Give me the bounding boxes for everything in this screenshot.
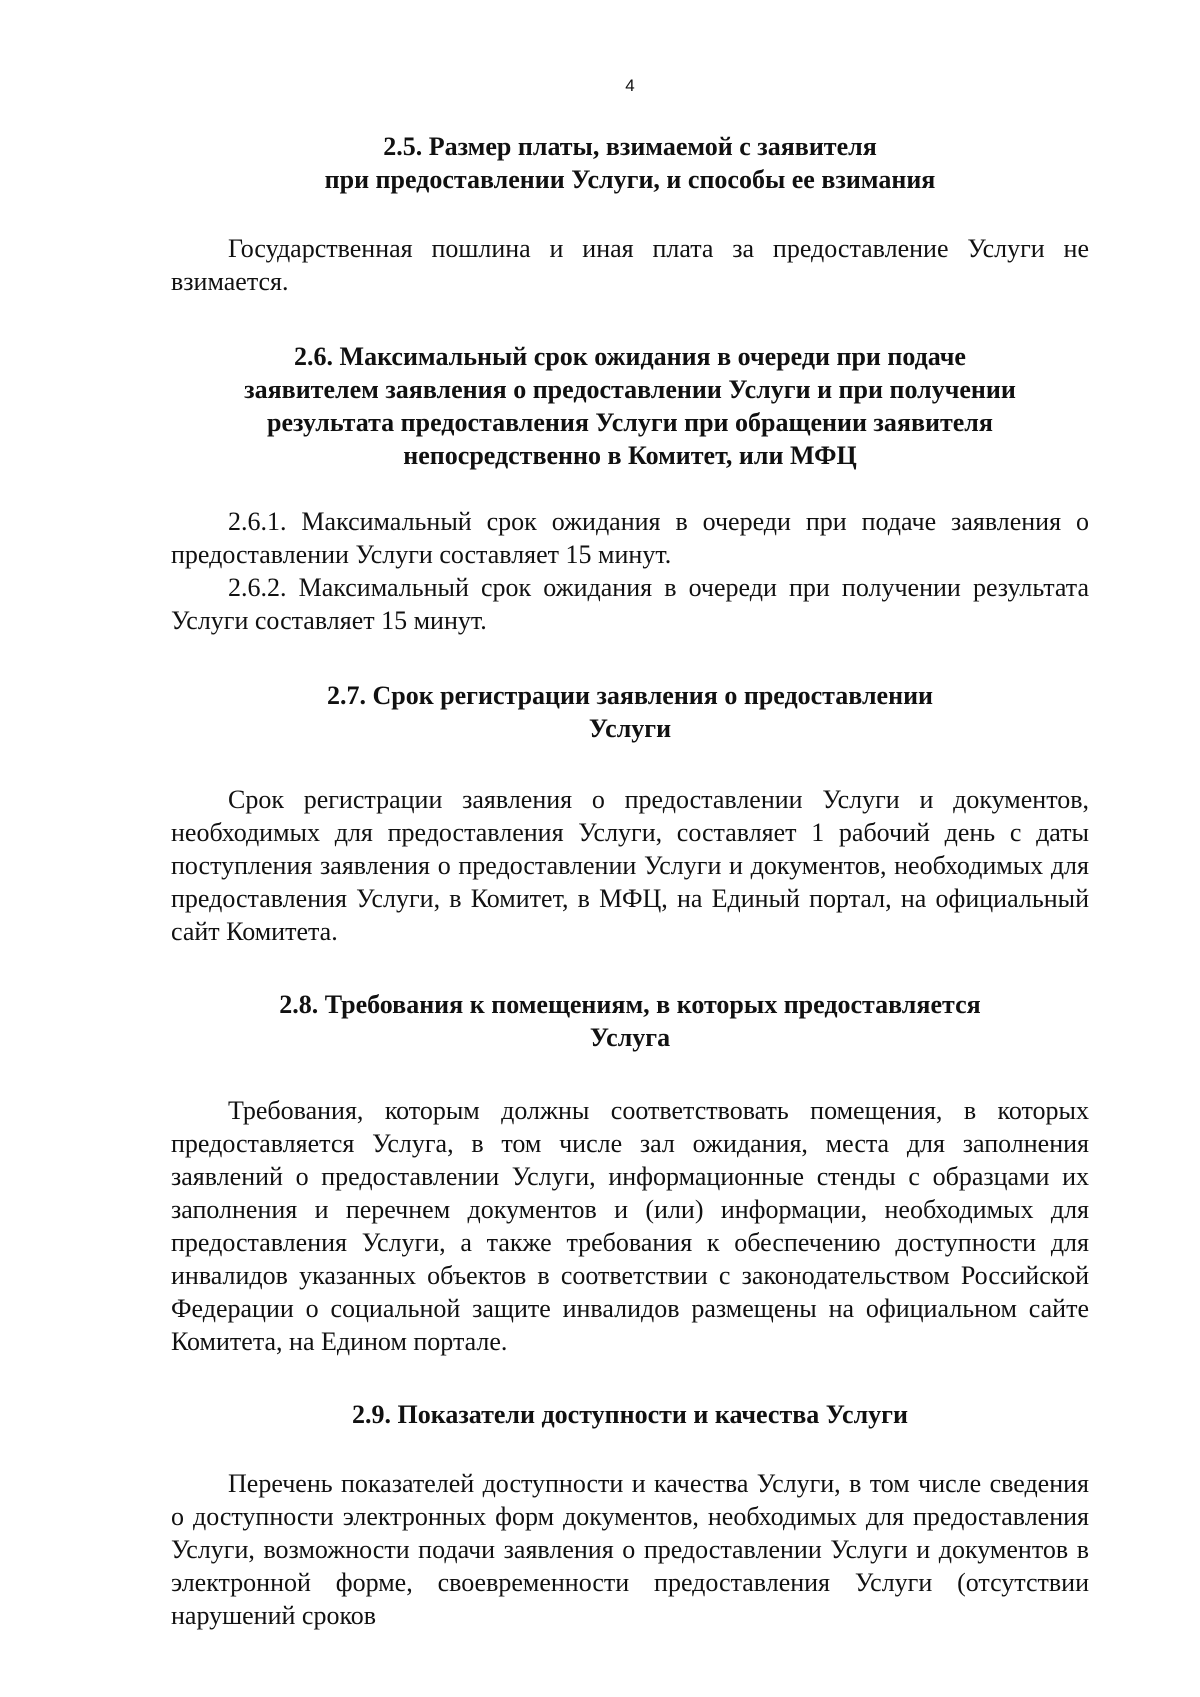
section-2-9-heading: 2.9. Показатели доступности и качества Услуги [352,1400,908,1429]
section-2-6-heading [171,340,1089,472]
heading-line: 2.5. Размер платы, взимаемой с заявителя [383,132,877,161]
heading-line: 2.7. Срок регистрации заявления о предоставлении [326,681,934,710]
section-2-7-heading [171,679,1089,745]
section-2-9-paragraph: Перечень показателей доступности и качества Услуги, в том числе сведения о доступности электронных форм документов, необходимых для предоставления Услуги, возможности подачи заявления о предоставлении Услуги и документов в электронной форме, своевременности предоставления Услуги (отсутствии нарушений сроков [171,1469,1089,1630]
section-2-6-1-paragraph: 2.6.1. Максимальный срок ожидания в очереди при подаче заявления о предоставлении Услуги составляет 15 минут. [171,507,1089,569]
heading-line: 2.8. Требования к помещениям, в которых предоставляется [279,990,981,1019]
heading-line: непосредственно в Комитет, или МФЦ [403,441,857,470]
heading-line: Услуги [588,714,672,743]
section-2-7-paragraph: Срок регистрации заявления о предоставлении Услуги и документов, необходимых для предоставления Услуги, составляет 1 рабочий день с даты поступления заявления о предоставлении Услуги и документов, необходимых для предоставления Услуги, в Комитет, в МФЦ, на Единый портал, на официальный сайт Комитета. [171,785,1089,946]
page-number: 4 [625,76,635,95]
section-2-5-paragraph: Государственная пошлина и иная плата за предоставление Услуги не взимается. [171,234,1089,296]
section-2-8-heading [171,988,1089,1054]
heading-line: при предоставлении Услуги, и способы ее взимания [324,165,936,194]
heading-line: заявителем заявления о предоставлении Услуги и при получении [244,375,1016,404]
section-2-5-heading [171,130,1089,196]
document-content [171,130,1089,1632]
section-2-8-paragraph: Требования, которым должны соответствовать помещения, в которых предоставляется Услуга, в том числе зал ожидания, места для заполнения заявлений о предоставлении Услуги, информационные стенды с образцами их заполнения и перечнем документов и (или) информации, необходимых для предоставления Услуги, а также требования к обеспечению доступности для инвалидов указанных объектов в соответствии с законодательством Российской Федерации о социальной защите инвалидов размещены на официальном сайте Комитета, на Едином портале. [171,1096,1089,1356]
heading-line: результата предоставления Услуги при обращении заявителя [267,408,993,437]
section-2-6-2-paragraph: 2.6.2. Максимальный срок ожидания в очереди при получении результата Услуги составляет 15 минут. [171,573,1089,635]
heading-line: 2.6. Максимальный срок ожидания в очереди при подаче [294,342,966,371]
heading-line: Услуга [589,1023,671,1052]
